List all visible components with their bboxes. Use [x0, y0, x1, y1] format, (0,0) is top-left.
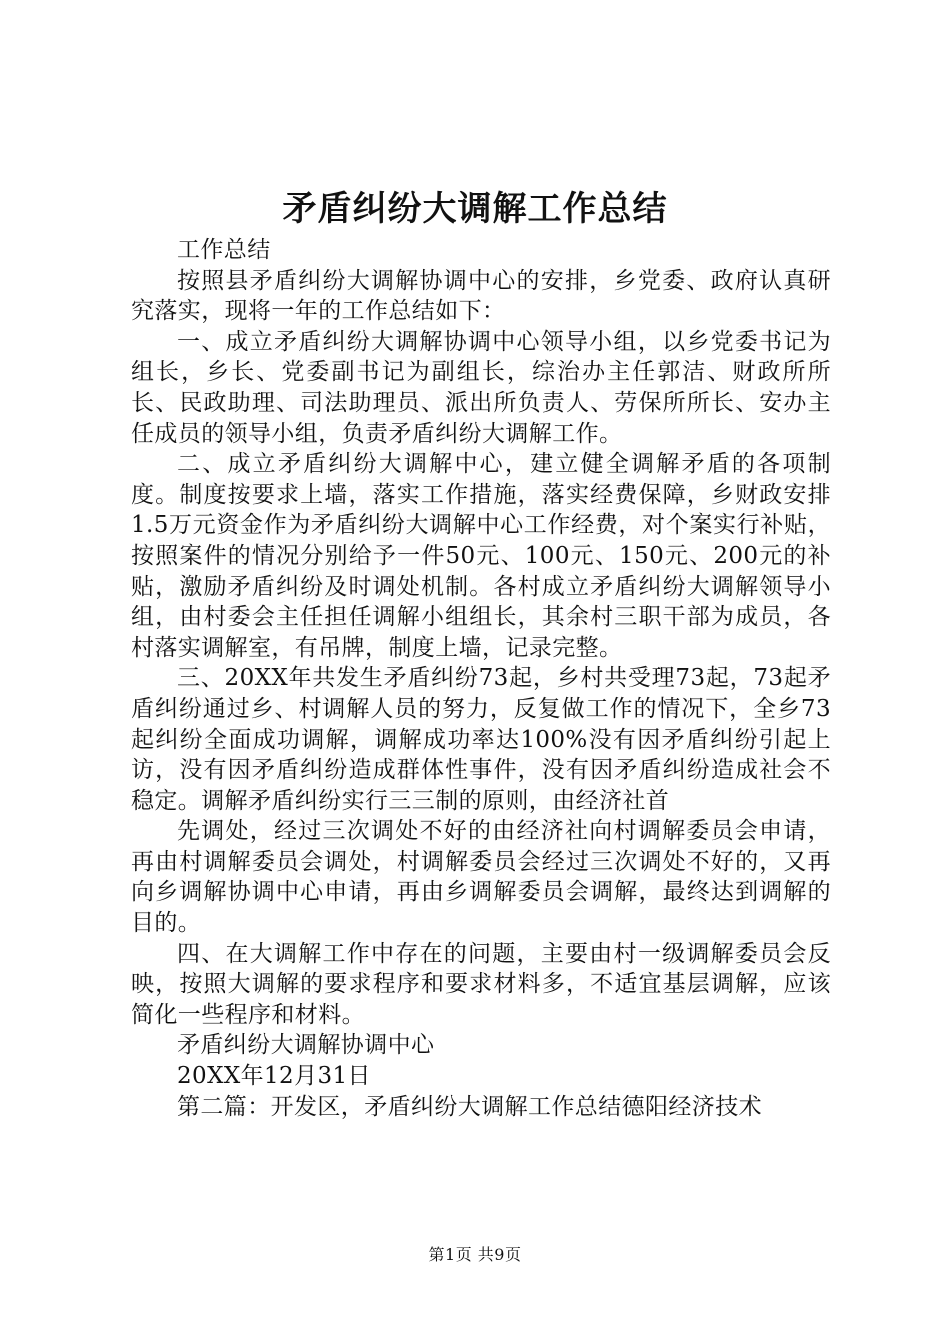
paragraph-section-2: 二、成立矛盾纠纷大调解中心，建立健全调解矛盾的各项制度。制度按要求上墙，落实工作措施，落实经费保障，乡财政安排1.5万元资金作为矛盾纠纷大调解中心工作经费，对个案实行补贴，按照案件的情况分别给予一件50元、100元、150元、200元的补贴，激励矛盾纠纷及时调处机制。各村成立矛盾纠纷大调解领导小组，由村委会主任担任调解小组组长，其余村三职干部为成员，各村落实调解室，有吊牌，制度上墙，记录完整。: [131, 451, 831, 661]
signature-date: 20XX年12月31日: [177, 1063, 371, 1090]
signature-organization: 矛盾纠纷大调解协调中心: [177, 1032, 435, 1059]
paragraph-section-1: 一、成立矛盾纠纷大调解协调中心领导小组，以乡党委书记为组长，乡长、党委副书记为副组长，综治办主任郭洁、财政所所长、民政助理、司法助理员、派出所负责人、劳保所所长、安办主任成员的领导小组，负责矛盾纠纷大调解工作。: [131, 328, 831, 447]
paragraph-section-3-continued: 先调处，经过三次调处不好的由经济社向村调解委员会申请，再由村调解委员会调处，村调解委员会经过三次调处不好的，又再向乡调解协调中心申请，再由乡调解委员会调解，最终达到调解的目的。: [131, 818, 831, 937]
document-title: 矛盾纠纷大调解工作总结: [282, 189, 668, 229]
page-number-footer: 第1页 共9页: [428, 1245, 522, 1264]
paragraph-heading: 工作总结: [177, 237, 271, 263]
next-article-heading: 第二篇：开发区，矛盾纠纷大调解工作总结德阳经济技术: [177, 1093, 762, 1120]
paragraph-intro: 按照县矛盾纠纷大调解协调中心的安排，乡党委、政府认真研究落实，现将一年的工作总结如下：: [131, 267, 831, 325]
paragraph-section-4: 四、在大调解工作中存在的问题，主要由村一级调解委员会反映，按照大调解的要求程序和要求材料多，不适宜基层调解，应该简化一些程序和材料。: [131, 940, 831, 1028]
paragraph-section-3: 三、20XX年共发生矛盾纠纷73起，乡村共受理73起，73起矛盾纠纷通过乡、村调解人员的努力，反复做工作的情况下，全乡73起纠纷全面成功调解，调解成功率达100%没有因矛盾纠纷引起上访，没有因矛盾纠纷造成群体性事件，没有因矛盾纠纷造成社会不稳定。调解矛盾纠纷实行三三制的原则，由经济社首: [131, 665, 831, 814]
document-body: [131, 235, 831, 1122]
